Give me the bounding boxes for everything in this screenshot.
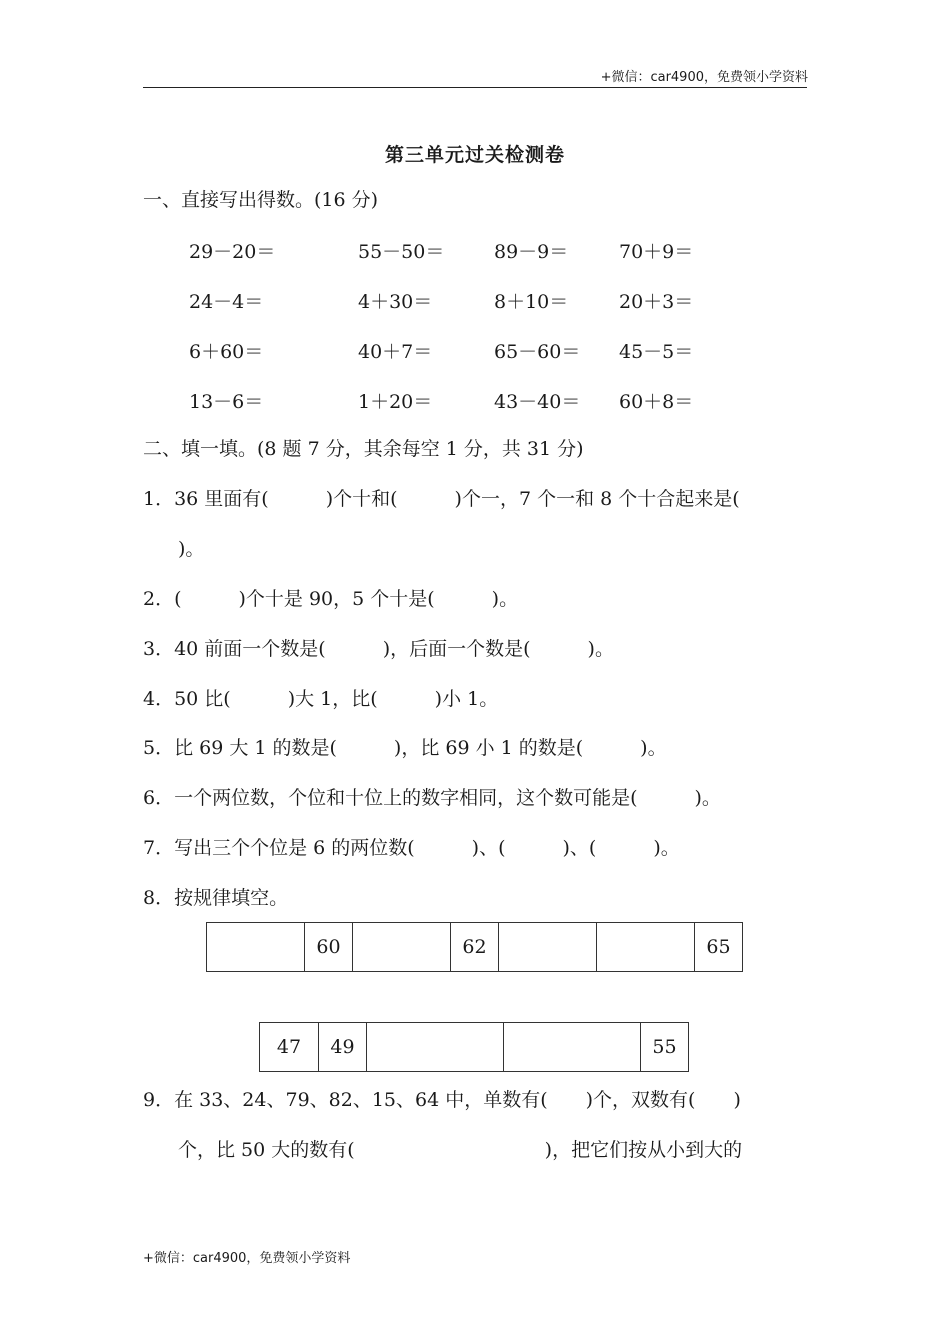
table-cell: 62	[451, 923, 499, 972]
calc-item: 45－5＝	[619, 341, 694, 363]
calc-item: 70＋9＝	[619, 241, 694, 263]
question-7: 7．写出三个个位是 6 的两位数( )、( )、( )。	[143, 837, 680, 859]
table-cell: 65	[695, 923, 743, 972]
sequence-table-2	[259, 1022, 689, 1072]
table-cell: 60	[305, 923, 353, 972]
calc-item: 6＋60＝	[189, 341, 264, 363]
calc-item: 4＋30＝	[358, 291, 433, 313]
table-cell	[353, 923, 451, 972]
table-cell	[367, 1023, 504, 1072]
calc-item: 29－20＝	[189, 241, 276, 263]
question-5: 5．比 69 大 1 的数是( )，比 69 小 1 的数是( )。	[143, 737, 667, 759]
calc-item: 43－40＝	[494, 391, 581, 413]
question-8: 8．按规律填空。	[143, 887, 289, 909]
table-cell	[504, 1023, 641, 1072]
question-2: 2．( )个十是 90，5 个十是( )。	[143, 588, 519, 610]
header-divider	[143, 87, 807, 88]
calc-item: 13－6＝	[189, 391, 264, 413]
table-cell	[207, 923, 305, 972]
calc-item: 55－50＝	[358, 241, 445, 263]
calc-item: 60＋8＝	[619, 391, 694, 413]
calc-item: 24－4＝	[189, 291, 264, 313]
table-cell	[597, 923, 695, 972]
question-1-continued: )。	[178, 538, 205, 560]
table-cell: 49	[319, 1023, 367, 1072]
section2-heading: 二、填一填。(8 题 7 分，其余每空 1 分，共 31 分)	[143, 438, 584, 460]
question-3: 3．40 前面一个数是( )，后面一个数是( )。	[143, 638, 614, 660]
question-9-continued: 个，比 50 大的数有( )，把它们按从小到大的	[178, 1139, 743, 1161]
question-4: 4．50 比( )大 1，比( )小 1。	[143, 688, 499, 710]
question-9: 9．在 33、24、79、82、15、64 中，单数有( )个，双数有( )	[143, 1089, 741, 1111]
table-cell	[499, 923, 597, 972]
table-cell: 55	[641, 1023, 689, 1072]
footer-note: +微信：car4900，免费领小学资料	[143, 1251, 351, 1266]
table-cell: 47	[260, 1023, 319, 1072]
calc-item: 1＋20＝	[358, 391, 433, 413]
calc-item: 65－60＝	[494, 341, 581, 363]
calc-item: 89－9＝	[494, 241, 569, 263]
sequence-table-1	[206, 922, 743, 972]
question-1: 1．36 里面有( )个十和( )个一，7 个一和 8 个十合起来是(	[143, 488, 740, 510]
calc-item: 40＋7＝	[358, 341, 433, 363]
section1-heading: 一、直接写出得数。(16 分)	[143, 189, 379, 211]
question-6: 6．一个两位数，个位和十位上的数字相同，这个数可能是( )。	[143, 787, 721, 809]
page-title: 第三单元过关检测卷	[384, 144, 565, 166]
calc-item: 8＋10＝	[494, 291, 569, 313]
calc-item: 20＋3＝	[619, 291, 694, 313]
header-note: +微信：car4900，免费领小学资料	[600, 70, 808, 85]
